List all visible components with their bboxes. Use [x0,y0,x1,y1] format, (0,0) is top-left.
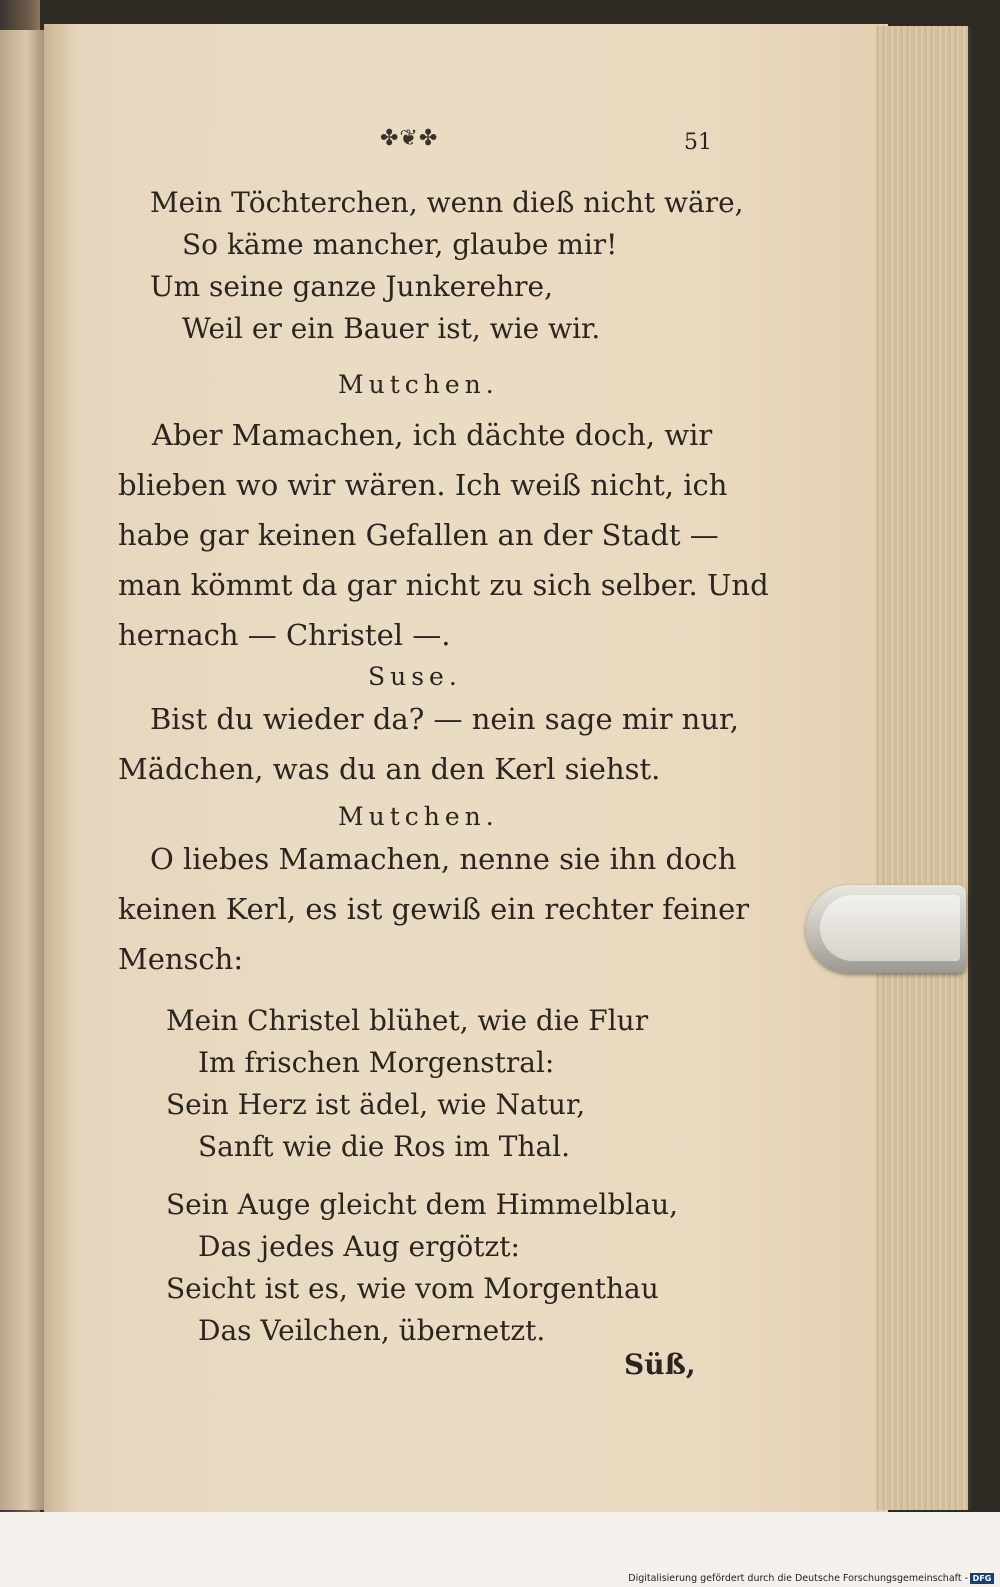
verse-line: Das jedes Aug ergötzt: [198,1230,520,1263]
verse-line: Im frischen Morgenstral: [198,1046,555,1079]
prose-line: Bist du wieder da? — nein sage mir nur, [150,702,739,736]
page-number: 51 [684,130,712,155]
prose-line: hernach — Christel —. [118,618,451,652]
prose-line: blieben wo wir wären. Ich weiß nicht, ich [118,468,728,502]
catchword: Süß, [624,1348,696,1381]
dfg-logo: DFG [970,1573,994,1584]
funding-credit: Digitalisierung gefördert durch die Deutsche Forschungsgemeinschaft - [628,1573,968,1584]
previous-page-edge [0,30,46,1510]
verse-line: Seicht ist es, wie vom Morgenthau [166,1272,659,1305]
speaker-name: Mutchen. [338,370,499,399]
page-clip-highlight [820,895,960,961]
speaker-name: Mutchen. [338,802,499,831]
page-edges [876,26,971,1510]
prose-line: Mensch: [118,942,244,976]
prose-line: Mädchen, was du an den Kerl siehst. [118,752,661,786]
verse-line: Um seine ganze Junkerehre, [150,270,553,303]
verse-line: Weil er ein Bauer ist, wie wir. [182,312,601,345]
prose-line: man kömmt da gar nicht zu sich selber. Und [118,568,769,602]
scan-bottom-band [0,1512,1000,1570]
prose-line: habe gar keinen Gefallen an der Stadt — [118,518,719,552]
prose-line: Aber Mamachen, ich dächte doch, wir [152,418,713,452]
speaker-name: Suse. [368,662,462,691]
verse-line: Sanft wie die Ros im Thal. [198,1130,571,1163]
verse-line: Das Veilchen, übernetzt. [198,1314,546,1347]
verse-line: So käme mancher, glaube mir! [182,228,618,261]
verse-line: Mein Christel blühet, wie die Flur [166,1004,649,1037]
verse-line: Sein Herz ist ädel, wie Natur, [166,1088,586,1121]
verse-line: Sein Auge gleicht dem Himmelblau, [166,1188,679,1221]
header-ornament: ✤❦✤ [380,126,439,151]
prose-line: O liebes Mamachen, nenne sie ihn doch [150,842,737,876]
verse-line: Mein Töchterchen, wenn dieß nicht wäre, [150,186,744,219]
prose-line: keinen Kerl, es ist gewiß ein rechter feiner [118,892,750,926]
